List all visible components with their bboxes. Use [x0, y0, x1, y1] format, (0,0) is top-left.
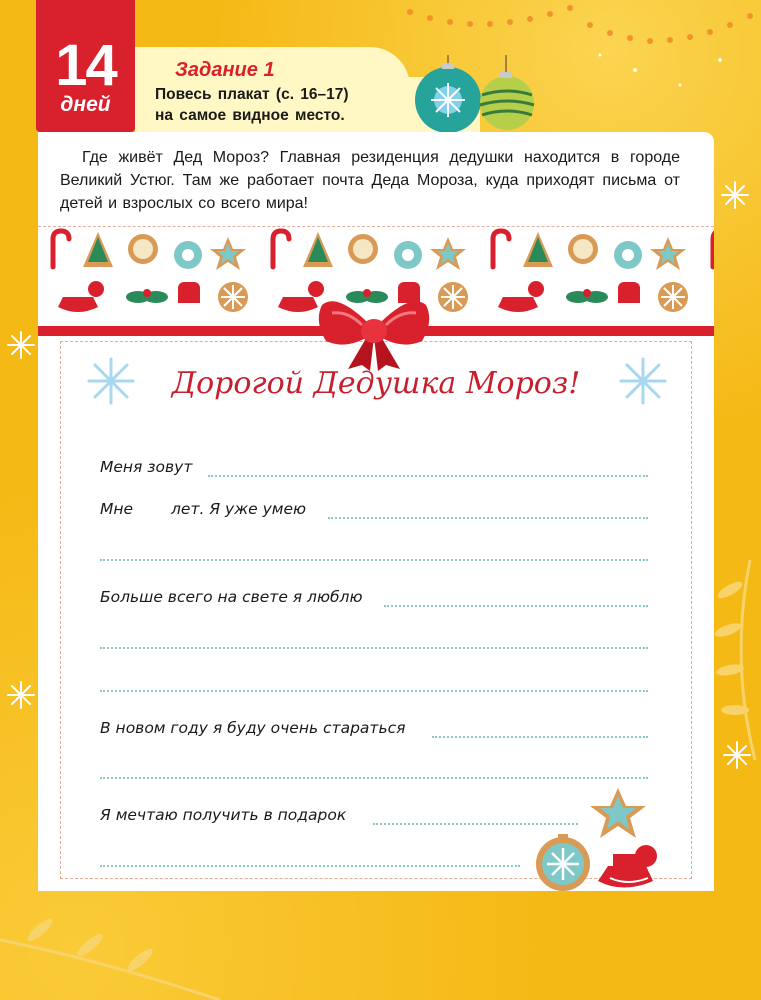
age-label-2: лет. Я уже умею — [171, 500, 307, 518]
info-text: Где живёт Дед Мороз? Главная резиденция дедушки находится в городе Великий Устюг. Там же работает почта Деда Мороза, куда приходят письма от детей и взрослых со всего мира! — [60, 149, 680, 212]
days-word: дней — [60, 93, 111, 116]
love-label: Больше всего на свете я люблю — [100, 588, 363, 606]
snowflake-decoration — [6, 330, 36, 360]
branch-decoration — [700, 560, 761, 760]
skill-field-line-2[interactable] — [100, 559, 648, 561]
love-field-line-2[interactable] — [100, 647, 648, 649]
letter-to-santa — [38, 226, 714, 891]
days-number: 14 — [55, 33, 116, 98]
branch-decoration — [0, 880, 220, 1000]
task-card — [135, 47, 410, 132]
promise-field-line-2[interactable] — [100, 777, 648, 779]
name-label: Меня зовут — [100, 458, 193, 476]
love-field-line[interactable] — [384, 605, 648, 607]
love-field-line-3[interactable] — [100, 690, 648, 692]
task-title: Задание 1 — [175, 59, 275, 81]
gingerbread-cookies-icon — [528, 786, 668, 896]
age-label-1: Мне — [100, 500, 134, 518]
red-bow-icon — [318, 291, 430, 371]
snowflake-decoration — [6, 680, 36, 710]
gift-field-line-2[interactable] — [100, 865, 520, 867]
skill-field-line[interactable] — [328, 517, 648, 519]
task-text — [155, 84, 349, 126]
task-line-2: на самое видное место. — [155, 107, 345, 124]
info-box — [38, 132, 714, 230]
letter-heading: Дорогой Дедушка Мороз! — [171, 366, 581, 401]
snowflake-decoration — [720, 180, 750, 210]
promise-label: В новом году я буду очень стараться — [100, 719, 406, 737]
days-left-badge — [36, 0, 135, 132]
task-line-1: Повесь плакат (с. 16–17) — [155, 86, 349, 103]
gift-label: Я мечтаю получить в подарок — [100, 806, 347, 824]
promise-field-line[interactable] — [432, 736, 648, 738]
name-field-line[interactable] — [208, 475, 648, 477]
christmas-ornaments-icon — [410, 55, 540, 140]
